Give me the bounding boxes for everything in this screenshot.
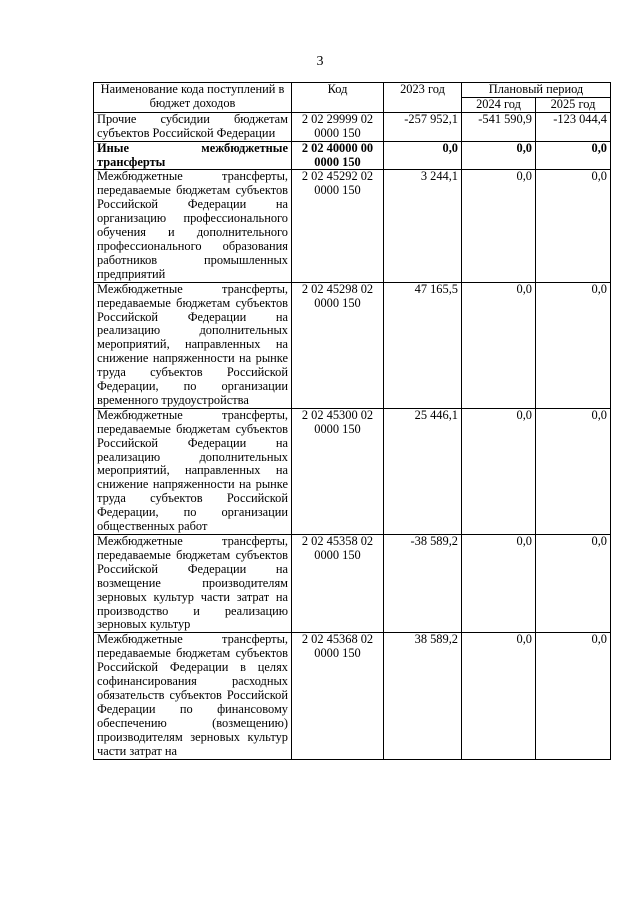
row-value-2025: 0,0	[536, 141, 611, 170]
row-code: 2 02 45368 02 0000 150	[292, 633, 384, 759]
row-value-2024: 0,0	[462, 170, 536, 282]
table-row	[94, 408, 611, 534]
row-code: 2 02 29999 02 0000 150	[292, 112, 384, 141]
row-value-2025: 0,0	[536, 408, 611, 534]
row-value-2024: 0,0	[462, 535, 536, 633]
row-value-2024: 0,0	[462, 408, 536, 534]
header-year-2025: 2025 год	[536, 97, 611, 112]
row-name: Прочие субсидии бюджетам субъектов Российской Федерации	[94, 112, 292, 141]
header-year-2023: 2023 год	[384, 83, 462, 113]
row-name: Межбюджетные трансферты, передаваемые бюджетам субъектов Российской Федерации на возмещение производителям зерновых культур части затрат на производство и реализацию зерновых культур	[94, 535, 292, 633]
header-name: Наименование кода поступлений в бюджет доходов	[94, 83, 292, 113]
row-value-2024: 0,0	[462, 282, 536, 408]
row-value-2023: 3 244,1	[384, 170, 462, 282]
header-planned-period: Плановый период	[462, 83, 611, 98]
row-value-2023: 25 446,1	[384, 408, 462, 534]
row-value-2024: -541 590,9	[462, 112, 536, 141]
row-name: Межбюджетные трансферты, передаваемые бюджетам субъектов Российской Федерации в целях софинансирования расходных обязательств субъектов Российской Федерации по финансовому обеспечению (возмещению) производителям зерновых культур части затрат на	[94, 633, 292, 759]
row-code: 2 02 40000 00 0000 150	[292, 141, 384, 170]
row-value-2023: 47 165,5	[384, 282, 462, 408]
row-value-2025: 0,0	[536, 535, 611, 633]
row-value-2025: 0,0	[536, 170, 611, 282]
row-value-2023: -38 589,2	[384, 535, 462, 633]
row-value-2025: 0,0	[536, 282, 611, 408]
row-code: 2 02 45292 02 0000 150	[292, 170, 384, 282]
table-row	[94, 633, 611, 759]
row-code: 2 02 45300 02 0000 150	[292, 408, 384, 534]
row-value-2024: 0,0	[462, 633, 536, 759]
row-value-2023: -257 952,1	[384, 112, 462, 141]
row-name: Межбюджетные трансферты, передаваемые бюджетам субъектов Российской Федерации на реализацию дополнительных мероприятий, направленных на снижение напряженности на рынке труда субъектов Российской Федерации, по организации временного трудоустройства	[94, 282, 292, 408]
row-code: 2 02 45358 02 0000 150	[292, 535, 384, 633]
row-name: Иные межбюджетные трансферты	[94, 141, 292, 170]
row-value-2023: 38 589,2	[384, 633, 462, 759]
table-row	[94, 112, 611, 141]
budget-revenue-table	[93, 82, 611, 760]
header-year-2024: 2024 год	[462, 97, 536, 112]
row-name: Межбюджетные трансферты, передаваемые бюджетам субъектов Российской Федерации на организацию профессионального обучения и дополнительного профессионального образования работников промышленных предприятий	[94, 170, 292, 282]
table-header-row	[94, 83, 611, 98]
row-value-2025: 0,0	[536, 633, 611, 759]
row-value-2024: 0,0	[462, 141, 536, 170]
row-value-2025: -123 044,4	[536, 112, 611, 141]
table-row	[94, 141, 611, 170]
table-row	[94, 170, 611, 282]
table-row	[94, 535, 611, 633]
row-value-2023: 0,0	[384, 141, 462, 170]
page-number: 3	[316, 54, 324, 69]
header-code: Код	[292, 83, 384, 113]
row-name: Межбюджетные трансферты, передаваемые бюджетам субъектов Российской Федерации на реализацию дополнительных мероприятий, направленных на снижение напряженности на рынке труда субъектов Российской Федерации, по организации общественных работ	[94, 408, 292, 534]
row-code: 2 02 45298 02 0000 150	[292, 282, 384, 408]
table-row	[94, 282, 611, 408]
